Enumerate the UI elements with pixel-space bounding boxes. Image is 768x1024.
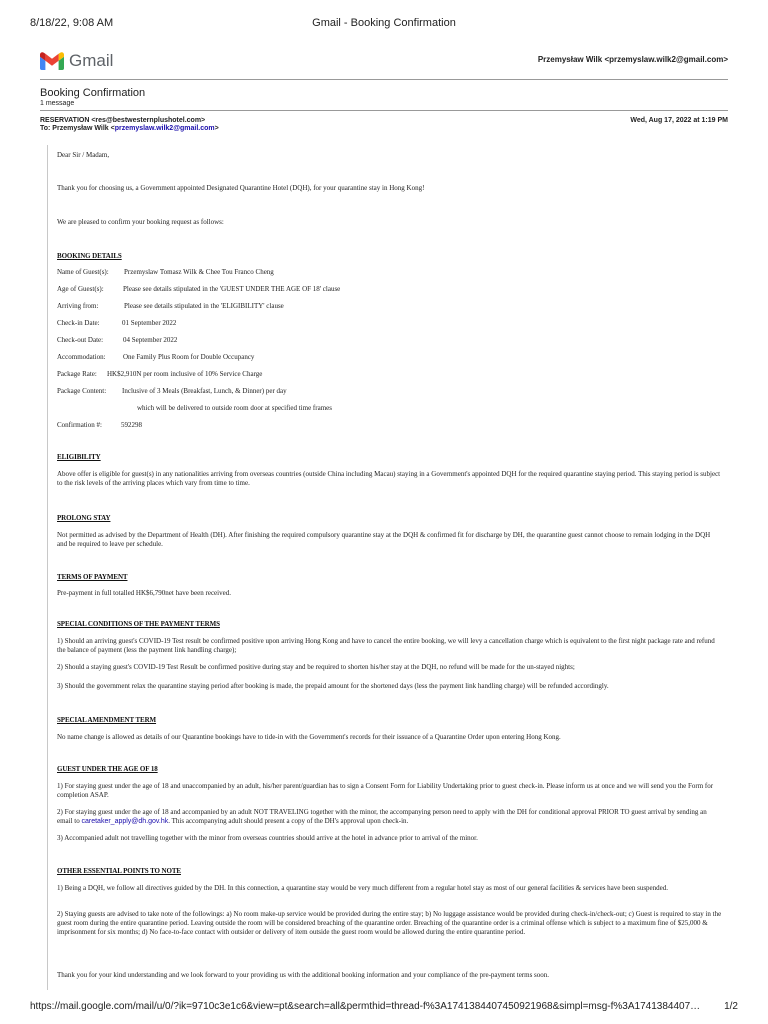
to-prefix: To: Przemysław Wilk < bbox=[40, 125, 115, 132]
special-condition-3: 3) Should the government relax the quarantine staying period after booking is made, the prepaid amount for the shortened days (less the payment link handling charge) will be refunded accordingly. bbox=[57, 682, 609, 690]
eligibility-text: Above offer is eligible for guest(s) in any nationalities arriving from overseas countries (outside China including Macau) staying in a Government's appointed DQH for the required quarantine staying period. This staying period is subject to the risk levels of the arriving places which vary from time to time. bbox=[57, 470, 721, 487]
special-amendment-text: No name change is allowed as details of our Quarantine bookings have to tide-in with the Government's records for their issuance of a Quarantine Order upon entering Hong Kong. bbox=[57, 733, 561, 741]
booking-value: One Family Plus Room for Double Occupancy bbox=[123, 353, 255, 361]
booking-label: Package Content: bbox=[57, 387, 107, 395]
caretaker-email-link[interactable]: caretaker_apply@dh.gov.hk bbox=[81, 818, 169, 825]
booking-row bbox=[57, 319, 177, 327]
other-point-1: 1) Being a DQH, we follow all directives guided by the DH. In this connection, a quarantine stay would be very much different from a regular hotel stay as most of our general facilities & services have been suspended. bbox=[57, 884, 669, 892]
prolong-stay-text: Not permitted as advised by the Department of Health (DH). After finishing the required compulsory quarantine stay at the DQH & confirmed fit for discharge by DH, the quarantine guest cannot choose to remain lodging in the DQH and be required to leave per schedule. bbox=[57, 531, 711, 548]
to-suffix: > bbox=[214, 125, 219, 132]
other-point-2: 2) Staying guests are advised to take note of the followings: a) No room make-up service would be provided during the entire stay; b) No luggage assistance would be provided during check-in/check-out; c) Guest is required to stay in the guest room during the entire quarantine period. Leaving outside the room will be considered breaching of the quarantine order. Breaching of the quarantine order is a criminal offense which is subject to a maximum fine of $25,000 & imprisonment for six months; d) No face-to-face contact with outsider or delivery of item outside the guest room would be allowed during the entire quarantine period. bbox=[57, 910, 722, 936]
email-date: Wed, Aug 17, 2022 at 1:19 PM bbox=[630, 117, 728, 124]
booking-row bbox=[57, 268, 274, 276]
booking-label: Arriving from: bbox=[57, 302, 99, 310]
booking-label: Confirmation #: bbox=[57, 421, 102, 429]
confirm-paragraph: We are pleased to confirm your booking request as follows: bbox=[57, 218, 224, 226]
print-datetime: 8/18/22, 9:08 AM bbox=[30, 17, 114, 29]
page-number: 1/2 bbox=[724, 1001, 738, 1012]
booking-label: Check-out Date: bbox=[57, 336, 104, 344]
closing-paragraph: Thank you for your kind understanding and we look forward to your providing us with the additional booking information and your compliance of the pre-payment terms soon. bbox=[57, 971, 550, 979]
prolong-stay-heading: PROLONG STAY bbox=[57, 514, 111, 522]
booking-row bbox=[57, 302, 284, 310]
booking-value: HK$2,910N per room inclusive of 10% Service Charge bbox=[107, 370, 263, 378]
eligibility-heading: ELIGIBILITY bbox=[57, 453, 101, 461]
special-condition-1: 1) Should an arriving guest's COVID-19 Test result be confirmed positive upon arriving Hong Kong and have to cancel the entire booking, we will levy a cancellation charge which is equivalent to the first night package rate and refund the balance of payment (less the payment link handling charge); bbox=[57, 637, 715, 654]
message-count: 1 message bbox=[40, 100, 75, 107]
booking-label: Accommodation: bbox=[57, 353, 106, 361]
booking-value: 01 September 2022 bbox=[122, 319, 177, 327]
gmail-wordmark: Gmail bbox=[69, 51, 114, 70]
booking-row bbox=[57, 285, 341, 293]
booking-row bbox=[57, 387, 287, 395]
booking-value: Przemyslaw Tomasz Wilk & Chee Tou Franco Cheng bbox=[124, 268, 274, 276]
divider bbox=[40, 79, 728, 80]
booking-value: Please see details stipulated in the 'GUEST UNDER THE AGE OF 18' clause bbox=[123, 285, 341, 293]
terms-of-payment-heading: TERMS OF PAYMENT bbox=[57, 573, 128, 581]
booking-label: Age of Guest(s): bbox=[57, 285, 104, 293]
terms-of-payment-text: Pre-payment in full totalled HK$6,790net have been received. bbox=[57, 589, 231, 597]
booking-label: Package Rate: bbox=[57, 370, 97, 378]
page-url: https://mail.google.com/mail/u/0/?ik=9710c3e1c6&view=pt&search=all&permthid=thread-f%3A1741384407450921968&simpl=msg-f%3A1741384407… bbox=[30, 1001, 701, 1012]
booking-label: Check-in Date: bbox=[57, 319, 100, 327]
booking-value: 04 September 2022 bbox=[123, 336, 178, 344]
booking-row bbox=[57, 421, 142, 429]
booking-details-heading: BOOKING DETAILS bbox=[57, 252, 122, 260]
thanks-paragraph: Thank you for choosing us, a Government appointed Designated Quarantine Hotel (DQH), for your quarantine stay in Hong Kong! bbox=[57, 184, 425, 192]
other-points-heading: OTHER ESSENTIAL POINTS TO NOTE bbox=[57, 867, 181, 875]
special-amendment-heading: SPECIAL AMENDMENT TERM bbox=[57, 716, 157, 724]
booking-value: Please see details stipulated in the 'ELIGIBILITY' clause bbox=[124, 302, 284, 310]
guest-under-18-point-1: 1) For staying guest under the age of 18 and unaccompanied by an adult, his/her parent/guardian has to sign a Consent Form for Liability Undertaking prior to guest check-in. Please inform us at once and we will send you the Form for completion ASAP. bbox=[57, 782, 714, 799]
quote-bar bbox=[47, 145, 48, 990]
print-header bbox=[30, 17, 738, 31]
booking-value: 592298 bbox=[121, 421, 142, 429]
guest-point-2-text: 2) For staying guest under the age of 18 and accompanied by an adult NOT TRAVELING together with the minor, the accompanying person need to apply with the DH for conditional approval PRIOR TO guest arrival by sending an email to bbox=[57, 808, 707, 825]
guest-under-18-heading: GUEST UNDER THE AGE OF 18 bbox=[57, 765, 158, 773]
booking-label: Name of Guest(s): bbox=[57, 268, 109, 276]
special-conditions-heading: SPECIAL CONDITIONS OF THE PAYMENT TERMS bbox=[57, 620, 220, 628]
print-title: Gmail - Booking Confirmation bbox=[312, 17, 456, 29]
greeting: Dear Sir / Madam, bbox=[57, 151, 110, 159]
email-from: RESERVATION <res@bestwesternplushotel.com> bbox=[40, 117, 206, 124]
booking-value: Inclusive of 3 Meals (Breakfast, Lunch, & Dinner) per day bbox=[122, 387, 287, 395]
booking-row bbox=[57, 353, 255, 361]
email-to bbox=[40, 125, 219, 132]
booking-row bbox=[57, 336, 178, 344]
special-condition-2: 2) Should a staying guest's COVID-19 Test Result be confirmed positive during stay and be required to shorten his/her stay at the DQH, no refund will be made for the un-stayed nights; bbox=[57, 663, 575, 671]
guest-point-2-text-end: . This accompanying adult should present a copy of the DH's approval upon check-in. bbox=[168, 817, 409, 825]
email-subject: Booking Confirmation bbox=[40, 87, 146, 99]
to-email-link[interactable]: przemyslaw.wilk2@gmail.com bbox=[114, 125, 215, 132]
booking-row bbox=[57, 370, 263, 378]
booking-value: which will be delivered to outside room door at specified time frames bbox=[137, 404, 332, 412]
gmail-logo[interactable] bbox=[40, 50, 113, 72]
divider bbox=[40, 110, 728, 111]
guest-under-18-point-3: 3) Accompanied adult not travelling together with the minor from overseas countries should arrive at the hotel in advance prior to arrival of the minor. bbox=[57, 834, 478, 842]
account-email: Przemysław Wilk <przemyslaw.wilk2@gmail.com> bbox=[537, 55, 728, 64]
gmail-m-icon bbox=[40, 52, 64, 70]
guest-under-18-point-2 bbox=[57, 808, 722, 826]
